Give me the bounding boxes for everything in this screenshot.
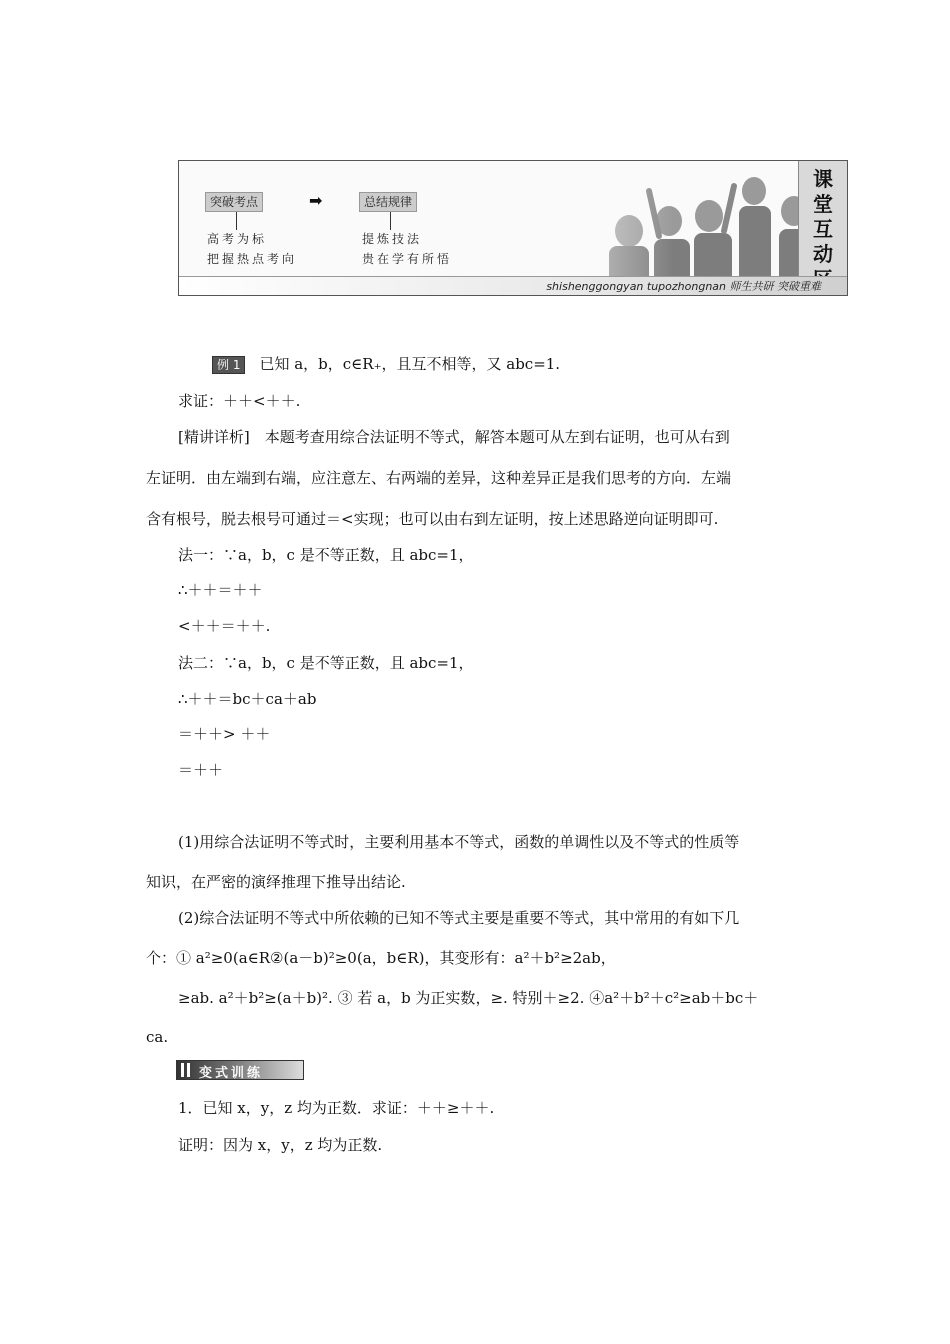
method-line: <＋＋＝＋＋.: [178, 617, 271, 635]
variant-question: 1．已知 x，y，z 均为正数．求证：＋＋≥＋＋.: [178, 1099, 495, 1117]
note-line: (1)用综合法证明不等式时，主要利用基本不等式，函数的单调性以及不等式的性质等: [178, 833, 740, 851]
example-statement: [212, 354, 560, 374]
note-line: 知识，在严密的演绎推理下推导出结论.: [146, 873, 406, 891]
arrow-icon: ➡: [309, 191, 323, 210]
note-line: ≥ab. a²＋b²≥(a＋b)². ③ 若 a，b 为正实数，≥. 特别＋≥2. ④a²＋b²＋c²≥ab＋bc＋: [178, 989, 759, 1007]
method-line: 法一：∵a，b，c 是不等正数，且 abc=1，: [178, 546, 474, 564]
analysis-line: [精讲详析] 本题考查用综合法证明不等式，解答本题可从左到右证明，也可从右到: [178, 428, 730, 446]
connector-line: [236, 212, 237, 230]
method-line: ＝＋＋: [178, 761, 224, 779]
side-char: 堂: [813, 192, 833, 216]
variant-training-header: [176, 1060, 304, 1080]
example-label: 例 1: [212, 356, 245, 374]
method-line: ＝＋＋> ＋＋: [178, 725, 271, 743]
strip-text: shishenggongyan tupozhongnan 师生共研 突破重难: [546, 280, 821, 293]
side-char: 课: [813, 167, 833, 191]
note-line: (2)综合法证明不等式中所依赖的已知不等式主要是重要不等式，其中常用的有如下几: [178, 909, 740, 927]
prove-line: 求证：＋＋<＋＋.: [178, 392, 301, 410]
side-char: 动: [813, 242, 833, 266]
banner-subtitle: 把握热点考向: [207, 252, 298, 266]
header-bar-icon: [187, 1063, 190, 1077]
method-line: 法二：∵a，b，c 是不等正数，且 abc=1，: [178, 654, 474, 672]
side-char: 互: [813, 217, 833, 241]
section-banner: [178, 160, 848, 296]
breakthrough-tag: 突破考点: [205, 192, 263, 212]
note-line: 个：① a²≥0(a∈R②(a－b)²≥0(a，b∈R)，其变形有：a²＋b²≥2ab，: [146, 949, 616, 967]
method-line: ∴＋＋＝bc＋ca＋ab: [178, 690, 317, 708]
banner-subtitle: 高考为标: [207, 232, 268, 246]
variant-proof: 证明：因为 x，y，z 均为正数.: [178, 1136, 383, 1154]
connector-line: [390, 212, 391, 230]
analysis-line: 左证明．由左端到右端，应注意左、右两端的差异，这种差异正是我们思考的方向．左端: [146, 469, 732, 487]
summary-tag: 总结规律: [359, 192, 417, 212]
variant-title: 变式训练: [199, 1066, 264, 1081]
example-text: 已知 a，b，c∈R₊，且互不相等，又 abc=1.: [259, 355, 561, 373]
banner-side-title: [798, 161, 847, 277]
method-line: ∴＋＋＝＋＋: [178, 581, 263, 599]
banner-subtitle: 贵在学有所悟: [362, 252, 453, 266]
header-bar-icon: [181, 1063, 184, 1077]
note-line: ca.: [146, 1028, 169, 1046]
banner-strip: [179, 276, 847, 295]
banner-subtitle: 提炼技法: [362, 232, 423, 246]
analysis-line: 含有根号，脱去根号可通过＝<实现；也可以由右到左证明，按上述思路逆向证明即可.: [146, 510, 719, 528]
